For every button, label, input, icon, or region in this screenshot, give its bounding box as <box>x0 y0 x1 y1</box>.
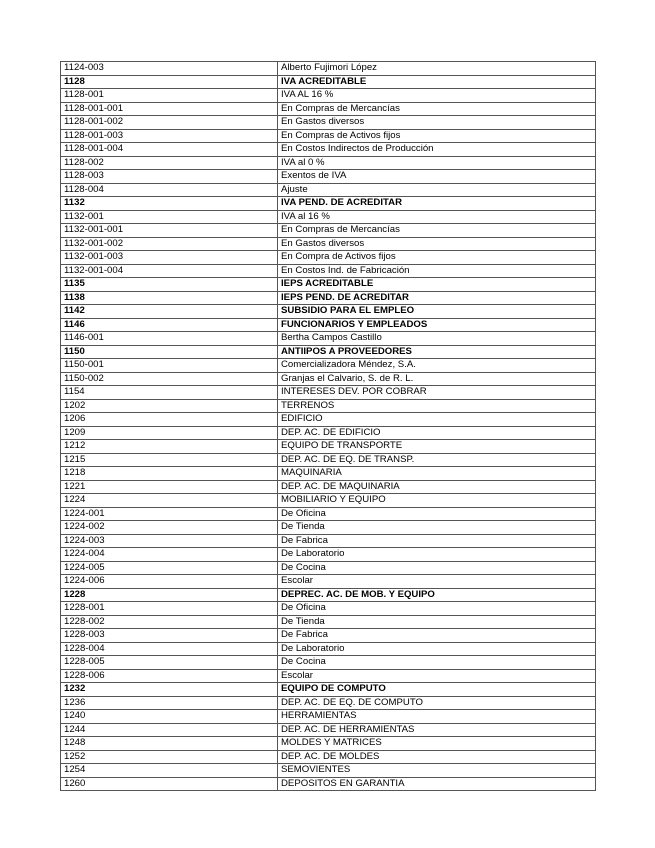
account-code-cell: 1135 <box>61 278 278 292</box>
account-name-cell: DEP. AC. DE EQ. DE TRANSP. <box>278 453 596 467</box>
account-name-cell: De Laboratorio <box>278 548 596 562</box>
table-row <box>61 656 596 670</box>
account-code-cell: 1128-001-001 <box>61 102 278 116</box>
account-code-cell: 1244 <box>61 723 278 737</box>
account-name-cell: IVA al 16 % <box>278 210 596 224</box>
account-name-cell: De Oficina <box>278 602 596 616</box>
account-code-cell: 1254 <box>61 764 278 778</box>
account-code-cell: 1202 <box>61 399 278 413</box>
table-row <box>61 278 596 292</box>
account-code-cell: 1224-002 <box>61 521 278 535</box>
table-row <box>61 75 596 89</box>
account-code-cell: 1128-001 <box>61 89 278 103</box>
account-name-cell: IEPS PEND. DE ACREDITAR <box>278 291 596 305</box>
account-name-cell: Comercializadora Méndez, S.A. <box>278 359 596 373</box>
account-name-cell: INTERESES DEV. POR COBRAR <box>278 386 596 400</box>
table-row <box>61 561 596 575</box>
account-name-cell: Escolar <box>278 575 596 589</box>
account-code-cell: 1224 <box>61 494 278 508</box>
table-row <box>61 170 596 184</box>
table-row <box>61 696 596 710</box>
account-name-cell: Alberto Fujimori López <box>278 62 596 76</box>
account-name-cell: DEPOSITOS EN GARANTIA <box>278 777 596 791</box>
account-name-cell: DEP. AC. DE MOLDES <box>278 750 596 764</box>
account-name-cell: En Gastos diversos <box>278 237 596 251</box>
account-name-cell: De Tienda <box>278 615 596 629</box>
table-row <box>61 494 596 508</box>
account-name-cell: MOLDES Y MATRICES <box>278 737 596 751</box>
table-row <box>61 264 596 278</box>
account-name-cell: SEMOVIENTES <box>278 764 596 778</box>
table-row <box>61 507 596 521</box>
account-name-cell: Escolar <box>278 669 596 683</box>
account-code-cell: 1128-001-002 <box>61 116 278 130</box>
account-code-cell: 1236 <box>61 696 278 710</box>
table-row <box>61 399 596 413</box>
table-row <box>61 602 596 616</box>
account-code-cell: 1228-003 <box>61 629 278 643</box>
account-code-cell: 1224-001 <box>61 507 278 521</box>
table-row <box>61 426 596 440</box>
account-name-cell: En Compras de Mercancías <box>278 102 596 116</box>
table-row <box>61 237 596 251</box>
table-row <box>61 534 596 548</box>
table-row <box>61 669 596 683</box>
table-row <box>61 683 596 697</box>
account-name-cell: TERRENOS <box>278 399 596 413</box>
table-row <box>61 102 596 116</box>
account-name-cell: DEP. AC. DE MAQUINARIA <box>278 480 596 494</box>
account-code-cell: 1224-005 <box>61 561 278 575</box>
account-name-cell: En Compras de Mercancías <box>278 224 596 238</box>
account-code-cell: 1248 <box>61 737 278 751</box>
account-code-cell: 1228-004 <box>61 642 278 656</box>
account-name-cell: De Oficina <box>278 507 596 521</box>
account-code-cell: 1154 <box>61 386 278 400</box>
account-code-cell: 1228-005 <box>61 656 278 670</box>
table-row <box>61 440 596 454</box>
account-name-cell: MAQUINARIA <box>278 467 596 481</box>
account-name-cell: DEPREC. AC. DE MOB. Y EQUIPO <box>278 588 596 602</box>
table-row <box>61 372 596 386</box>
account-name-cell: En Compra de Activos fijos <box>278 251 596 265</box>
table-row <box>61 332 596 346</box>
account-name-cell: ANTIIPOS A PROVEEDORES <box>278 345 596 359</box>
account-name-cell: EDIFICIO <box>278 413 596 427</box>
account-code-cell: 1146-001 <box>61 332 278 346</box>
account-code-cell: 1260 <box>61 777 278 791</box>
account-code-cell: 1221 <box>61 480 278 494</box>
table-row <box>61 359 596 373</box>
table-row <box>61 183 596 197</box>
account-code-cell: 1146 <box>61 318 278 332</box>
account-code-cell: 1232 <box>61 683 278 697</box>
accounts-table-body <box>61 62 596 791</box>
account-name-cell: De Cocina <box>278 561 596 575</box>
table-row <box>61 710 596 724</box>
account-code-cell: 1215 <box>61 453 278 467</box>
account-name-cell: Exentos de IVA <box>278 170 596 184</box>
table-row <box>61 318 596 332</box>
table-row <box>61 224 596 238</box>
account-name-cell: Granjas el Calvario, S. de R. L. <box>278 372 596 386</box>
account-code-cell: 1240 <box>61 710 278 724</box>
table-row <box>61 764 596 778</box>
table-row <box>61 386 596 400</box>
account-code-cell: 1150-002 <box>61 372 278 386</box>
table-row <box>61 129 596 143</box>
account-code-cell: 1124-003 <box>61 62 278 76</box>
account-name-cell: De Fabrica <box>278 629 596 643</box>
account-code-cell: 1228-001 <box>61 602 278 616</box>
account-code-cell: 1150 <box>61 345 278 359</box>
table-row <box>61 453 596 467</box>
account-code-cell: 1128-003 <box>61 170 278 184</box>
account-name-cell: FUNCIONARIOS Y EMPLEADOS <box>278 318 596 332</box>
account-code-cell: 1132 <box>61 197 278 211</box>
table-row <box>61 575 596 589</box>
table-row <box>61 251 596 265</box>
account-code-cell: 1218 <box>61 467 278 481</box>
account-name-cell: IEPS ACREDITABLE <box>278 278 596 292</box>
account-name-cell: IVA AL 16 % <box>278 89 596 103</box>
account-name-cell: Bertha Campos Castillo <box>278 332 596 346</box>
table-row <box>61 467 596 481</box>
account-name-cell: MOBILIARIO Y EQUIPO <box>278 494 596 508</box>
account-code-cell: 1228-002 <box>61 615 278 629</box>
account-code-cell: 1128-001-003 <box>61 129 278 143</box>
account-name-cell: HERRAMIENTAS <box>278 710 596 724</box>
account-code-cell: 1128-001-004 <box>61 143 278 157</box>
table-row <box>61 777 596 791</box>
table-row <box>61 345 596 359</box>
account-code-cell: 1142 <box>61 305 278 319</box>
account-name-cell: IVA PEND. DE ACREDITAR <box>278 197 596 211</box>
account-code-cell: 1224-006 <box>61 575 278 589</box>
account-code-cell: 1212 <box>61 440 278 454</box>
table-row <box>61 62 596 76</box>
table-row <box>61 521 596 535</box>
account-name-cell: DEP. AC. DE EDIFICIO <box>278 426 596 440</box>
table-row <box>61 723 596 737</box>
account-name-cell: EQUIPO DE COMPUTO <box>278 683 596 697</box>
table-row <box>61 548 596 562</box>
table-row <box>61 413 596 427</box>
account-name-cell: De Fabrica <box>278 534 596 548</box>
account-name-cell: DEP. AC. DE HERRAMIENTAS <box>278 723 596 737</box>
table-row <box>61 143 596 157</box>
account-code-cell: 1132-001-004 <box>61 264 278 278</box>
table-row <box>61 737 596 751</box>
account-code-cell: 1132-001-001 <box>61 224 278 238</box>
account-name-cell: IVA al 0 % <box>278 156 596 170</box>
account-name-cell: Ajuste <box>278 183 596 197</box>
account-code-cell: 1252 <box>61 750 278 764</box>
table-row <box>61 629 596 643</box>
account-code-cell: 1150-001 <box>61 359 278 373</box>
table-row <box>61 197 596 211</box>
account-code-cell: 1209 <box>61 426 278 440</box>
account-code-cell: 1128 <box>61 75 278 89</box>
table-row <box>61 116 596 130</box>
account-name-cell: De Tienda <box>278 521 596 535</box>
account-name-cell: De Laboratorio <box>278 642 596 656</box>
account-name-cell: En Costos Indirectos de Producción <box>278 143 596 157</box>
table-row <box>61 156 596 170</box>
account-code-cell: 1128-004 <box>61 183 278 197</box>
table-row <box>61 480 596 494</box>
table-row <box>61 642 596 656</box>
account-code-cell: 1228 <box>61 588 278 602</box>
table-row <box>61 291 596 305</box>
account-name-cell: IVA ACREDITABLE <box>278 75 596 89</box>
table-row <box>61 615 596 629</box>
account-code-cell: 1132-001-002 <box>61 237 278 251</box>
account-code-cell: 1228-006 <box>61 669 278 683</box>
account-name-cell: En Costos Ind. de Fabricación <box>278 264 596 278</box>
account-code-cell: 1132-001 <box>61 210 278 224</box>
table-row <box>61 305 596 319</box>
account-name-cell: En Gastos diversos <box>278 116 596 130</box>
account-name-cell: DEP. AC. DE EQ. DE COMPUTO <box>278 696 596 710</box>
account-code-cell: 1206 <box>61 413 278 427</box>
account-name-cell: EQUIPO DE TRANSPORTE <box>278 440 596 454</box>
account-name-cell: SUBSIDIO PARA EL EMPLEO <box>278 305 596 319</box>
table-row <box>61 210 596 224</box>
table-row <box>61 588 596 602</box>
account-code-cell: 1224-004 <box>61 548 278 562</box>
account-code-cell: 1138 <box>61 291 278 305</box>
table-row <box>61 89 596 103</box>
table-row <box>61 750 596 764</box>
account-code-cell: 1128-002 <box>61 156 278 170</box>
account-name-cell: En Compras de Activos fijos <box>278 129 596 143</box>
accounts-table <box>60 61 596 791</box>
account-name-cell: De Cocina <box>278 656 596 670</box>
account-code-cell: 1132-001-003 <box>61 251 278 265</box>
account-code-cell: 1224-003 <box>61 534 278 548</box>
